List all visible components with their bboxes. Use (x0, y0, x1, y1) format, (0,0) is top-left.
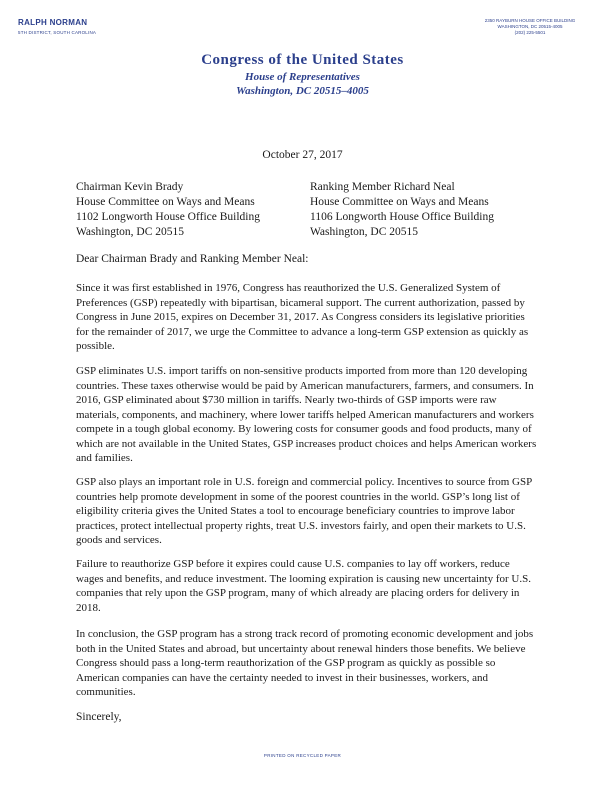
masthead-city: Washington, DC 20515–4005 (236, 85, 369, 97)
recycled-paper-footer: PRINTED ON RECYCLED PAPER (263, 753, 342, 758)
paragraph: GSP eliminates U.S. import tariffs on non-sensitive products imported from more than 120 developing countries. These taxes otherwise would be paid by American manufacturers, farmers, and consumers. In 2016, GSP eliminated about $730 million in tariffs. Nearly two-thirds of GSP imports were raw materials, components, and machinery, where lower tariffs helped American manufacturers and workers compete in a tough global economy. By lowering costs for consumer goods and food products, many of which are not available in the United States, GSP increases product choices and helps American workers and families. (76, 365, 537, 464)
recipient-right-building: 1106 Longworth House Office Building (310, 211, 494, 223)
salutation: Dear Chairman Brady and Ranking Member Neal: (76, 253, 309, 265)
recipient-right (310, 180, 494, 240)
member-name: RALPH NORMAN (18, 18, 88, 27)
member-header (18, 18, 96, 35)
letterhead-masthead (0, 52, 605, 97)
office-address: 2350 RAYBURN HOUSE OFFICE BUILDING (484, 18, 576, 23)
office-address-block (475, 18, 585, 36)
paragraph: Since it was first established in 1976, Congress has reauthorized the U.S. Generalized System of Preferences (GSP) repeatedly with bipartisan, bicameral support. The current authorization, passed by Congress in June 2015, expires on December 31, 2017. As Congress considers its legislative priorities for the remainder of 2017, we urge the Committee to advance a long-term GSP extension as quickly as possible. (76, 282, 529, 352)
member-district: 5TH DISTRICT, SOUTH CAROLINA (18, 30, 97, 35)
recipient-left (76, 180, 260, 240)
paragraph: GSP also plays an important role in U.S. foreign and commercial policy. Incentives to source from GSP countries help promote development in some of the poorest countries in the world. GSP’s long list of eligibility criteria gives the United States a tool to encourage beneficiary countries to improve labor practices, protect intellectual property rights, treat U.S. investors fairly, and open their markets to U.S. goods and services. (76, 476, 532, 546)
office-city: WASHINGTON, DC 20515-4005 (497, 24, 563, 29)
recipient-right-city: Washington, DC 20515 (310, 226, 419, 238)
recipient-left-building: 1102 Longworth House Office Building (76, 211, 260, 223)
office-phone: (202) 225-5501 (514, 30, 546, 35)
masthead-house: House of Representatives (245, 71, 360, 83)
recipient-right-name: Ranking Member Richard Neal (310, 181, 455, 193)
paragraph: In conclusion, the GSP program has a strong track record of promoting economic development and jobs both in the United States and abroad, but uncertainty about renewal hinders those benefits. We believe Congress should pass a long-term reauthorization of the GSP program as quickly as possible so American companies can have the certainty needed to invest in their businesses, workers, and communities. (76, 628, 534, 698)
paragraph: Failure to reauthorize GSP before it expires could cause U.S. companies to lay off workers, reduce wages and benefits, and reduce investment. The looming expiration is causing new uncertainty for U.S. companies that rely upon the GSP program, many of which already are placing orders for delivery in 2018. (76, 558, 531, 614)
letter-date: October 27, 2017 (262, 149, 343, 161)
recipient-left-city: Washington, DC 20515 (76, 226, 185, 238)
recipient-left-committee: House Committee on Ways and Means (76, 196, 255, 208)
masthead-congress: Congress of the United States (201, 52, 404, 68)
recipient-right-committee: House Committee on Ways and Means (310, 196, 489, 208)
recipient-left-name: Chairman Kevin Brady (76, 181, 184, 193)
closing: Sincerely, (76, 711, 122, 723)
